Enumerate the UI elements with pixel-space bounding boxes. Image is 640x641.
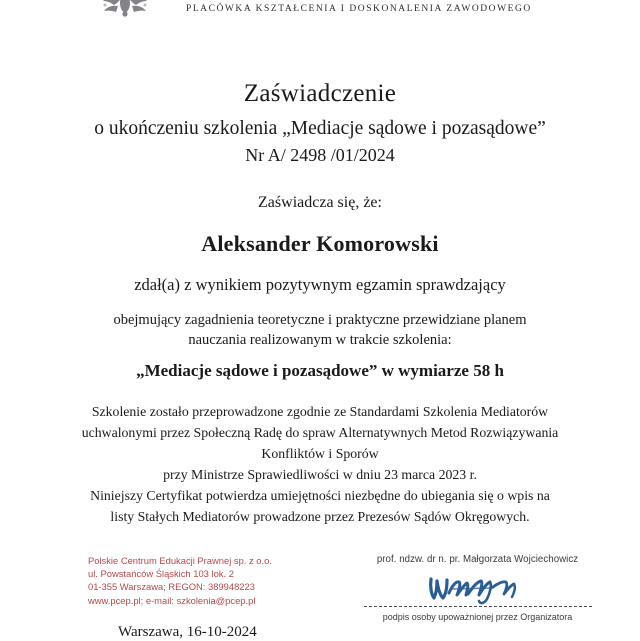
ornate-crest-emblem-icon [96,0,154,20]
signer-name: prof. ndzw. dr n. pr. Małgorzata Wojciechowicz [376,554,579,565]
certificate-title: Zaświadczenie [243,80,397,107]
recipient-name: Aleksander Komorowski [201,231,439,256]
exam-result-line: zdał(a) z wynikiem pozytywnym egzamin sprawdzający [134,275,506,294]
training-scope [60,310,580,350]
company-street: ul. Powstańców Śląskich 103 lok. 2 [88,568,234,580]
company-web-email: www.pcep.pl; e-mail: szkolenia@pcep.pl [88,594,256,606]
organization-line: PLACÓWKA KSZTAŁCENIA I DOSKONALENIA ZAWODOWEGO [186,4,532,14]
certificate-number: Nr A/ 2498 /01/2024 [245,145,395,165]
company-name: Polskie Centrum Edukacji Prawnej sp. z o.o. [88,555,272,566]
training-standards-paragraph [56,401,584,464]
standards-line-1: Szkolenie zostało przeprowadzone zgodnie ze Standardami Szkolenia Mediatorów [91,404,549,419]
place-and-date: Warszawa, 16-10-2024 [118,624,257,640]
signature-caption: podpis osoby upoważnionej przez Organizatora [382,612,573,622]
ministry-paragraph [56,464,584,527]
standards-line-3: Konfliktów i Sporów [261,446,379,461]
certificate-header [0,0,640,30]
certificate-subtitle: o ukończeniu szkolenia „Mediacje sądowe i pozasądowe” [94,118,546,139]
ministry-line-2: Niniejszy Certyfikat potwierdza umiejętności niezbędne do ubiegania się o wpis na [90,488,550,503]
signature-rule [364,606,592,608]
signature-block [345,554,610,622]
attestation-intro: Zaświadcza się, że: [258,194,382,211]
standards-line-2: uchwalonymi przez Społeczną Radę do spraw Alternatywnych Metod Rozwiązywania [81,425,559,440]
course-title-and-hours: „Mediacje sądowe i pozasądowe” w wymiarze 58 h [136,361,504,380]
company-details [88,554,272,607]
handwritten-signature-icon [345,573,610,605]
ministry-line-3: listy Stałych Mediatorów prowadzone przez Prezesów Sądów Okręgowych. [110,509,530,524]
ministry-line-1: przy Ministrze Sprawiedliwości w dniu 23 marca 2023 r. [163,467,477,482]
training-scope-line-2: nauczania realizowanym w trakcie szkolenia: [188,332,452,348]
training-scope-line-1: obejmujący zagadnienia teoretyczne i praktyczne przewidziane planem [113,312,527,328]
company-city-regon: 01-355 Warszawa; REGON: 389948223 [88,581,255,593]
